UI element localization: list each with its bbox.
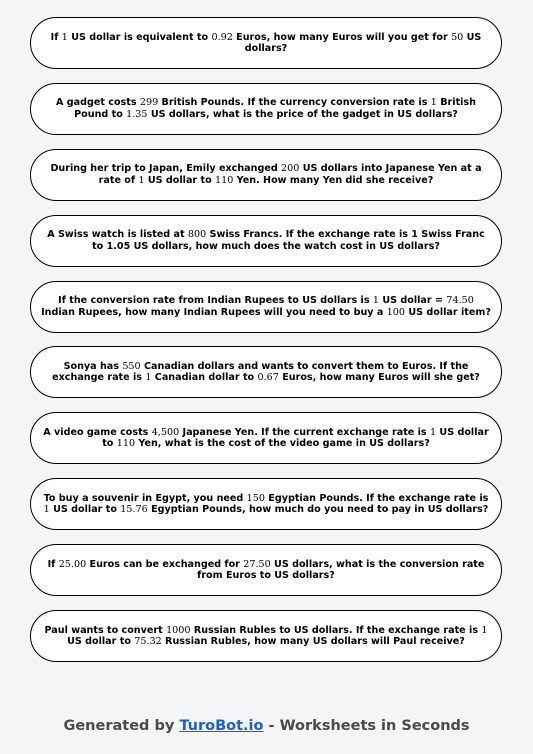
question-number: 800 [187,229,207,241]
question-text [41,493,491,516]
question-text [41,295,491,318]
question-text-segment: US dollars, what is the price of the gadget in US dollars? [147,108,458,120]
question-text [41,625,491,648]
question-card [30,17,502,69]
question-text-segment: Paul wants to convert [44,624,167,636]
question-text [41,163,491,186]
question-text-segment: US dollar to [67,636,135,648]
question-text-segment: US dollar to [49,504,121,516]
question-text-segment: US dollars, what is the conversion rate from Euros to US dollars? [197,558,485,582]
question-text-segment: A gadget costs [56,97,140,109]
question-number: 1 [430,97,437,109]
question-number: 299 [139,97,159,109]
question-text-segment: Euros can be exchanged for [86,558,244,570]
question-number: 15.76 [120,504,148,516]
question-text-segment: US dollars into Japanese Yen at a rate of [98,163,482,186]
question-number: 0.92 [211,31,233,43]
question-text-segment: Euros, how many Euros will she get? [278,372,480,384]
question-text-segment: US dollar is equivalent to [67,31,212,43]
question-text-segment: Yen. How many Yen did she receive? [233,174,434,186]
turobot-link[interactable]: TuroBot.io [179,718,264,734]
question-number: 1 [429,426,437,438]
question-number: 27.50 [243,558,271,570]
question-number: 25.00 [58,558,87,570]
question-number: 150 [246,492,265,504]
question-number: 50 [451,31,464,43]
question-text-segment: If [47,558,59,570]
question-text [41,97,491,120]
question-text [41,559,491,582]
question-number: 1 [61,31,68,43]
question-text-segment: Russian Rubles to US dollars. If the exchange rate is [190,624,482,636]
question-text [41,229,491,252]
question-text-segment: Sonya has [63,360,123,372]
question-card [30,215,502,267]
footer-prefix: Generated by [63,718,180,734]
question-text [41,32,491,55]
question-list [30,17,502,676]
question-number: 1 [481,624,488,636]
question-number: 1000 [166,624,191,636]
question-text-segment: A Swiss watch is listed at [47,229,188,241]
question-card [30,478,502,530]
question-text-segment: To buy a souvenir in Egypt, you need [43,492,247,504]
question-text [41,361,491,384]
question-text-segment: US dollar to [144,174,216,186]
question-text-segment: Russian Rubles, how many US dollars will Paul receive? [161,636,465,648]
question-number: 4,500 [151,426,180,438]
question-card [30,281,502,333]
question-text-segment: British Pounds. If the currency conversion rate is [158,97,431,109]
question-text-segment: Canadian dollars and wants to convert them to Euros. If the exchange rate is [52,360,469,384]
footer [0,718,533,734]
question-number: 1 [43,504,50,516]
question-text-segment: Egyptian Pounds, how much do you need to pay in US dollars? [147,504,489,516]
question-card [30,346,502,398]
question-card [30,412,502,464]
question-text-segment: Euros, how many Euros will you get for [232,31,452,43]
question-card [30,83,502,135]
question-number: 200 [281,163,300,175]
question-number: 110 [116,438,136,450]
question-number: 74.50 [446,295,474,307]
question-text-segment: US dollar to [102,426,489,450]
question-number: 1 [138,174,145,186]
question-text-segment: US dollar item? [405,306,491,318]
question-number: 100 [386,306,406,318]
question-card [30,544,502,596]
question-number: 0.67 [257,372,279,384]
question-card [30,149,502,201]
question-number: 75.32 [134,636,162,648]
question-text [41,427,491,450]
question-text-segment: Egyptian Pounds. If the exchange rate is [264,492,489,504]
question-text-segment: During her trip to Japan, Emily exchanged [50,163,282,175]
question-number: 1 [145,372,152,384]
footer-suffix: - Worksheets in Seconds [263,718,470,734]
question-text-segment: Swiss Francs. If the exchange rate is 1 Swiss Franc to 1.05 US dollars, how much does the watch cost in US dollars? [92,229,485,252]
question-text-segment: If the conversion rate from Indian Rupees to US dollars is [58,295,373,307]
question-text-segment: British Pound to [74,97,476,120]
question-card [30,610,502,662]
question-text-segment: Indian Rupees, how many Indian Rupees will you need to buy a [41,306,387,318]
question-number: 550 [122,360,141,372]
question-text-segment: Canadian dollar to [151,372,258,384]
question-text-segment: If [50,31,62,43]
question-text-segment: Yen, what is the cost of the video game in US dollars? [135,438,430,450]
question-number: 1.35 [126,108,148,120]
question-number: 110 [215,174,234,186]
question-text-segment: US dollars? [244,31,482,54]
question-text-segment: US dollar = [379,295,447,307]
question-text-segment: Japanese Yen. If the current exchange rate is [179,426,430,438]
question-number: 1 [372,295,379,307]
question-text-segment: A video game costs [43,426,152,438]
